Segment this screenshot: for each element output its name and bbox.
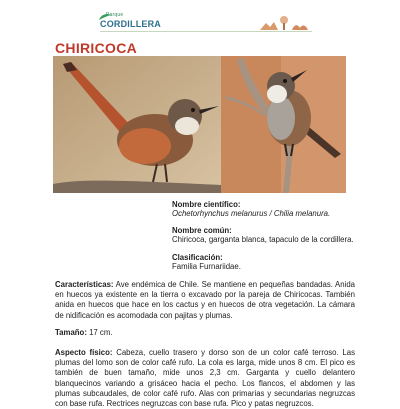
- header-decoration-icon: [258, 14, 314, 32]
- page-header: [0, 0, 400, 38]
- characteristics-text: Ave endémica de Chile. Se mantiene en pequeñas bandadas. Anida en huecos ya existente en la tierra o excavado por la pareja de Chiricocas. También anida en huecos que hace en los cactus y en huecos de otra vegetación. La cámara de nidificación es acomodada con pajitas y plumas.: [55, 280, 355, 320]
- common-name-value: Chiricoca, garganta blanca, tapaculo de la cordillera.: [172, 235, 354, 244]
- size-label: Tamaño:: [55, 328, 87, 337]
- physical-aspect-label: Aspecto físico:: [55, 348, 113, 357]
- bird-photo-left: [53, 56, 221, 193]
- logo-small-text: Parque: [106, 12, 124, 18]
- common-name-label: Nombre común:: [172, 226, 232, 235]
- characteristics-paragraph: [55, 280, 355, 321]
- page-title: CHIRICOCA: [55, 40, 138, 56]
- park-logo: [100, 12, 161, 32]
- classification-label: Clasificación:: [172, 253, 223, 262]
- classification-value: Familia Furnariidae.: [172, 262, 241, 271]
- bird-photo-right: [221, 56, 346, 193]
- scientific-name-value: Ochetorhynchus melanurus / Chilia melanura.: [172, 209, 331, 218]
- size-text: 17 cm.: [86, 328, 113, 337]
- size-paragraph: [55, 328, 355, 338]
- logo-main-text: CORDILLERA: [100, 19, 161, 29]
- characteristics-label: Características:: [55, 280, 114, 289]
- physical-aspect-text: Cabeza, cuello trasero y dorso son de un color café terroso. Las plumas del lomo son de color café rufo. La cola es larga, mide unos 8 cm. El pico es también de buen tamaño, mide unos 2,3 cm. Garganta y cuello delantero blanquecinos variando a grisáceo hacia el pecho. Los flancos, el abdomen y las plumas subcaudales, de color café rufo. Alas con primarias y secundarias negruzcas con base rufa. Rectrices negruzcas con base rufa. Pico y patas negruzcos.: [55, 348, 355, 409]
- scientific-name-label-bold: Nombre científico:: [172, 200, 241, 209]
